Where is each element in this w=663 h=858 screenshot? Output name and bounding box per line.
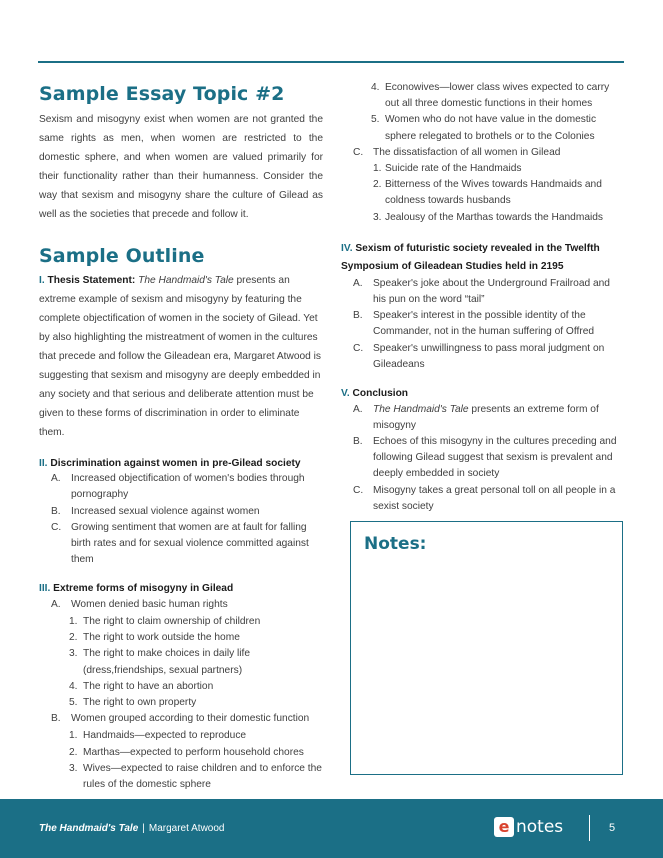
- section-5-heading: V. Conclusion: [341, 388, 409, 400]
- section-4-heading: IV. Sexism of futuristic society revealed in the Twelfth Symposium of Gileadean Studies held in 2195: [341, 242, 600, 272]
- footer-separator: |: [142, 823, 145, 834]
- thesis-statement: [39, 272, 323, 442]
- sub-list-item: 5. The right to own property: [69, 697, 197, 709]
- sub-list: [341, 161, 623, 226]
- sub-list-item: 2. Bitterness of the Wives towards Handmaids and coldness towards husbands: [373, 179, 602, 207]
- list-item: A. The Handmaid's Tale presents an extreme form of misogyny: [353, 403, 599, 431]
- sub-list: [39, 728, 323, 793]
- sub-list-item: 4. Econowives—lower class wives expected to carry out all three domestic functions in their homes: [371, 82, 610, 110]
- footer-credit: [39, 823, 224, 834]
- sub-list-item: 1. Suicide rate of the Handmaids: [373, 163, 522, 175]
- essay-topic-body: Sexism and misogyny exist when women are not granted the same rights as men, when women are restricted to the domestic sphere, and when women are valued primarily for their functionality rather than their humanness. Consider the way that sexism and misogyny share the culture of Gilead as well as the societies that precede and follow it.: [39, 114, 323, 220]
- essay-topic-title: Sample Essay Topic #2: [39, 83, 285, 105]
- list-item: B. Echoes of this misogyny in the cultures preceding and following Gilead suggest that sexism is prevalent and deeply embedded in society: [353, 435, 617, 480]
- notes-box[interactable]: [350, 521, 623, 775]
- sub-list-item: 5. Women who do not have value in the domestic sphere relegated to brothels or to the Colonies: [371, 114, 597, 142]
- sub-list-item: 3. Jealousy of the Marthas towards the Handmaids: [373, 211, 604, 223]
- list-item: B. Women grouped according to their domestic function 1. Handmaids—expected to reproduce 2. Marthas—expected to perform household chores 3. Wives—expected to raise children and to enforce the rules of the domestic sphere: [39, 711, 323, 793]
- left-column: [39, 80, 323, 793]
- sub-list: [39, 614, 323, 711]
- footer-divider: [589, 815, 590, 841]
- thesis-book-title: The Handmaid's Tale: [138, 275, 234, 287]
- list-item: B. Speaker's interest in the possible identity of the Commander, not in the human suffering of Offred: [353, 310, 595, 338]
- section-3-heading: III. Extreme forms of misogyny in Gilead: [39, 583, 234, 595]
- thesis-label: Thesis Statement:: [47, 275, 136, 287]
- list-item: A. Increased objectification of women's bodies through pornography: [51, 473, 305, 501]
- section-4-list: [341, 276, 623, 373]
- sub-list-item: 4. The right to have an abortion: [69, 680, 214, 692]
- section-3-list: [39, 597, 323, 793]
- list-item: A. Women denied basic human rights 1. The right to claim ownership of children 2. The right to work outside the home 3. The right to make choices in daily life (dress,friendships, sexual partners) 4. The right to have an abortion 5. The right to own property: [39, 597, 323, 711]
- section-3-b-continued: [341, 80, 623, 145]
- section-3-c: [341, 145, 623, 226]
- sub-list-item: 2. Marthas—expected to perform household chores: [69, 746, 304, 758]
- outline-title: Sample Outline: [39, 245, 205, 268]
- page-number: 5: [609, 822, 616, 834]
- sub-list-item: 3. Wives—expected to raise children and to enforce the rules of the domestic sphere: [69, 762, 322, 791]
- list-item: C. Growing sentiment that women are at fault for falling birth rates and for sexual violence committed against them: [51, 521, 309, 566]
- list-item: C. Speaker's unwillingness to pass moral judgment on Gileadeans: [353, 342, 605, 370]
- top-rule: [38, 61, 624, 63]
- list-item: C. Misogyny takes a great personal toll on all people in a sexist society: [353, 484, 616, 512]
- footer-book-title: The Handmaid's Tale: [39, 823, 139, 834]
- right-column: [341, 80, 623, 515]
- footer: [0, 799, 663, 858]
- enotes-logo-icon: e: [494, 817, 514, 837]
- section-3: [39, 581, 323, 793]
- section-2: [39, 456, 323, 569]
- sub-list-item: 1. The right to claim ownership of children: [69, 616, 261, 628]
- sub-list-item: 2. The right to work outside the home: [69, 632, 240, 644]
- sub-list-item: 1. Handmaids—expected to reproduce: [69, 730, 247, 742]
- section-5: [341, 386, 623, 515]
- section-5-list: [341, 402, 623, 515]
- notes-label: Notes:: [364, 534, 427, 554]
- list-item: B. Increased sexual violence against women: [51, 505, 260, 517]
- section-2-list: [39, 471, 323, 568]
- section-2-heading: II. Discrimination against women in pre-Gilead society: [39, 457, 301, 469]
- section-4: [341, 240, 623, 373]
- thesis-num: I.: [39, 275, 45, 287]
- enotes-logo-word: notes: [516, 817, 564, 837]
- thesis-text: presents an extreme example of sexism and misogyny by featuring the complete objectification of women in the society of Gilead. Yet by also highlighting the mistreatment of women in the cultures that precede and follow the Gileadean era, Margaret Atwood is suggesting that sexism and misogyny are deeply embedded in any society and that serious and deliberate attention must be given to these forms of discrimination in order to eliminate them.: [39, 275, 322, 438]
- sub-list-item: 3. The right to make choices in daily life (dress,friendships, sexual partners): [69, 648, 251, 676]
- list-item: C. The dissatisfaction of all women in Gilead 1. Suicide rate of the Handmaids 2. Bitterness of the Wives towards Handmaids and coldness towards husbands 3. Jealousy of the Marthas towards the Handmaids: [341, 145, 623, 226]
- list-item: A. Speaker's joke about the Underground Frailroad and his pun on the word “tail”: [353, 277, 610, 306]
- enotes-logo[interactable]: [494, 816, 563, 838]
- footer-author: Margaret Atwood: [148, 823, 225, 834]
